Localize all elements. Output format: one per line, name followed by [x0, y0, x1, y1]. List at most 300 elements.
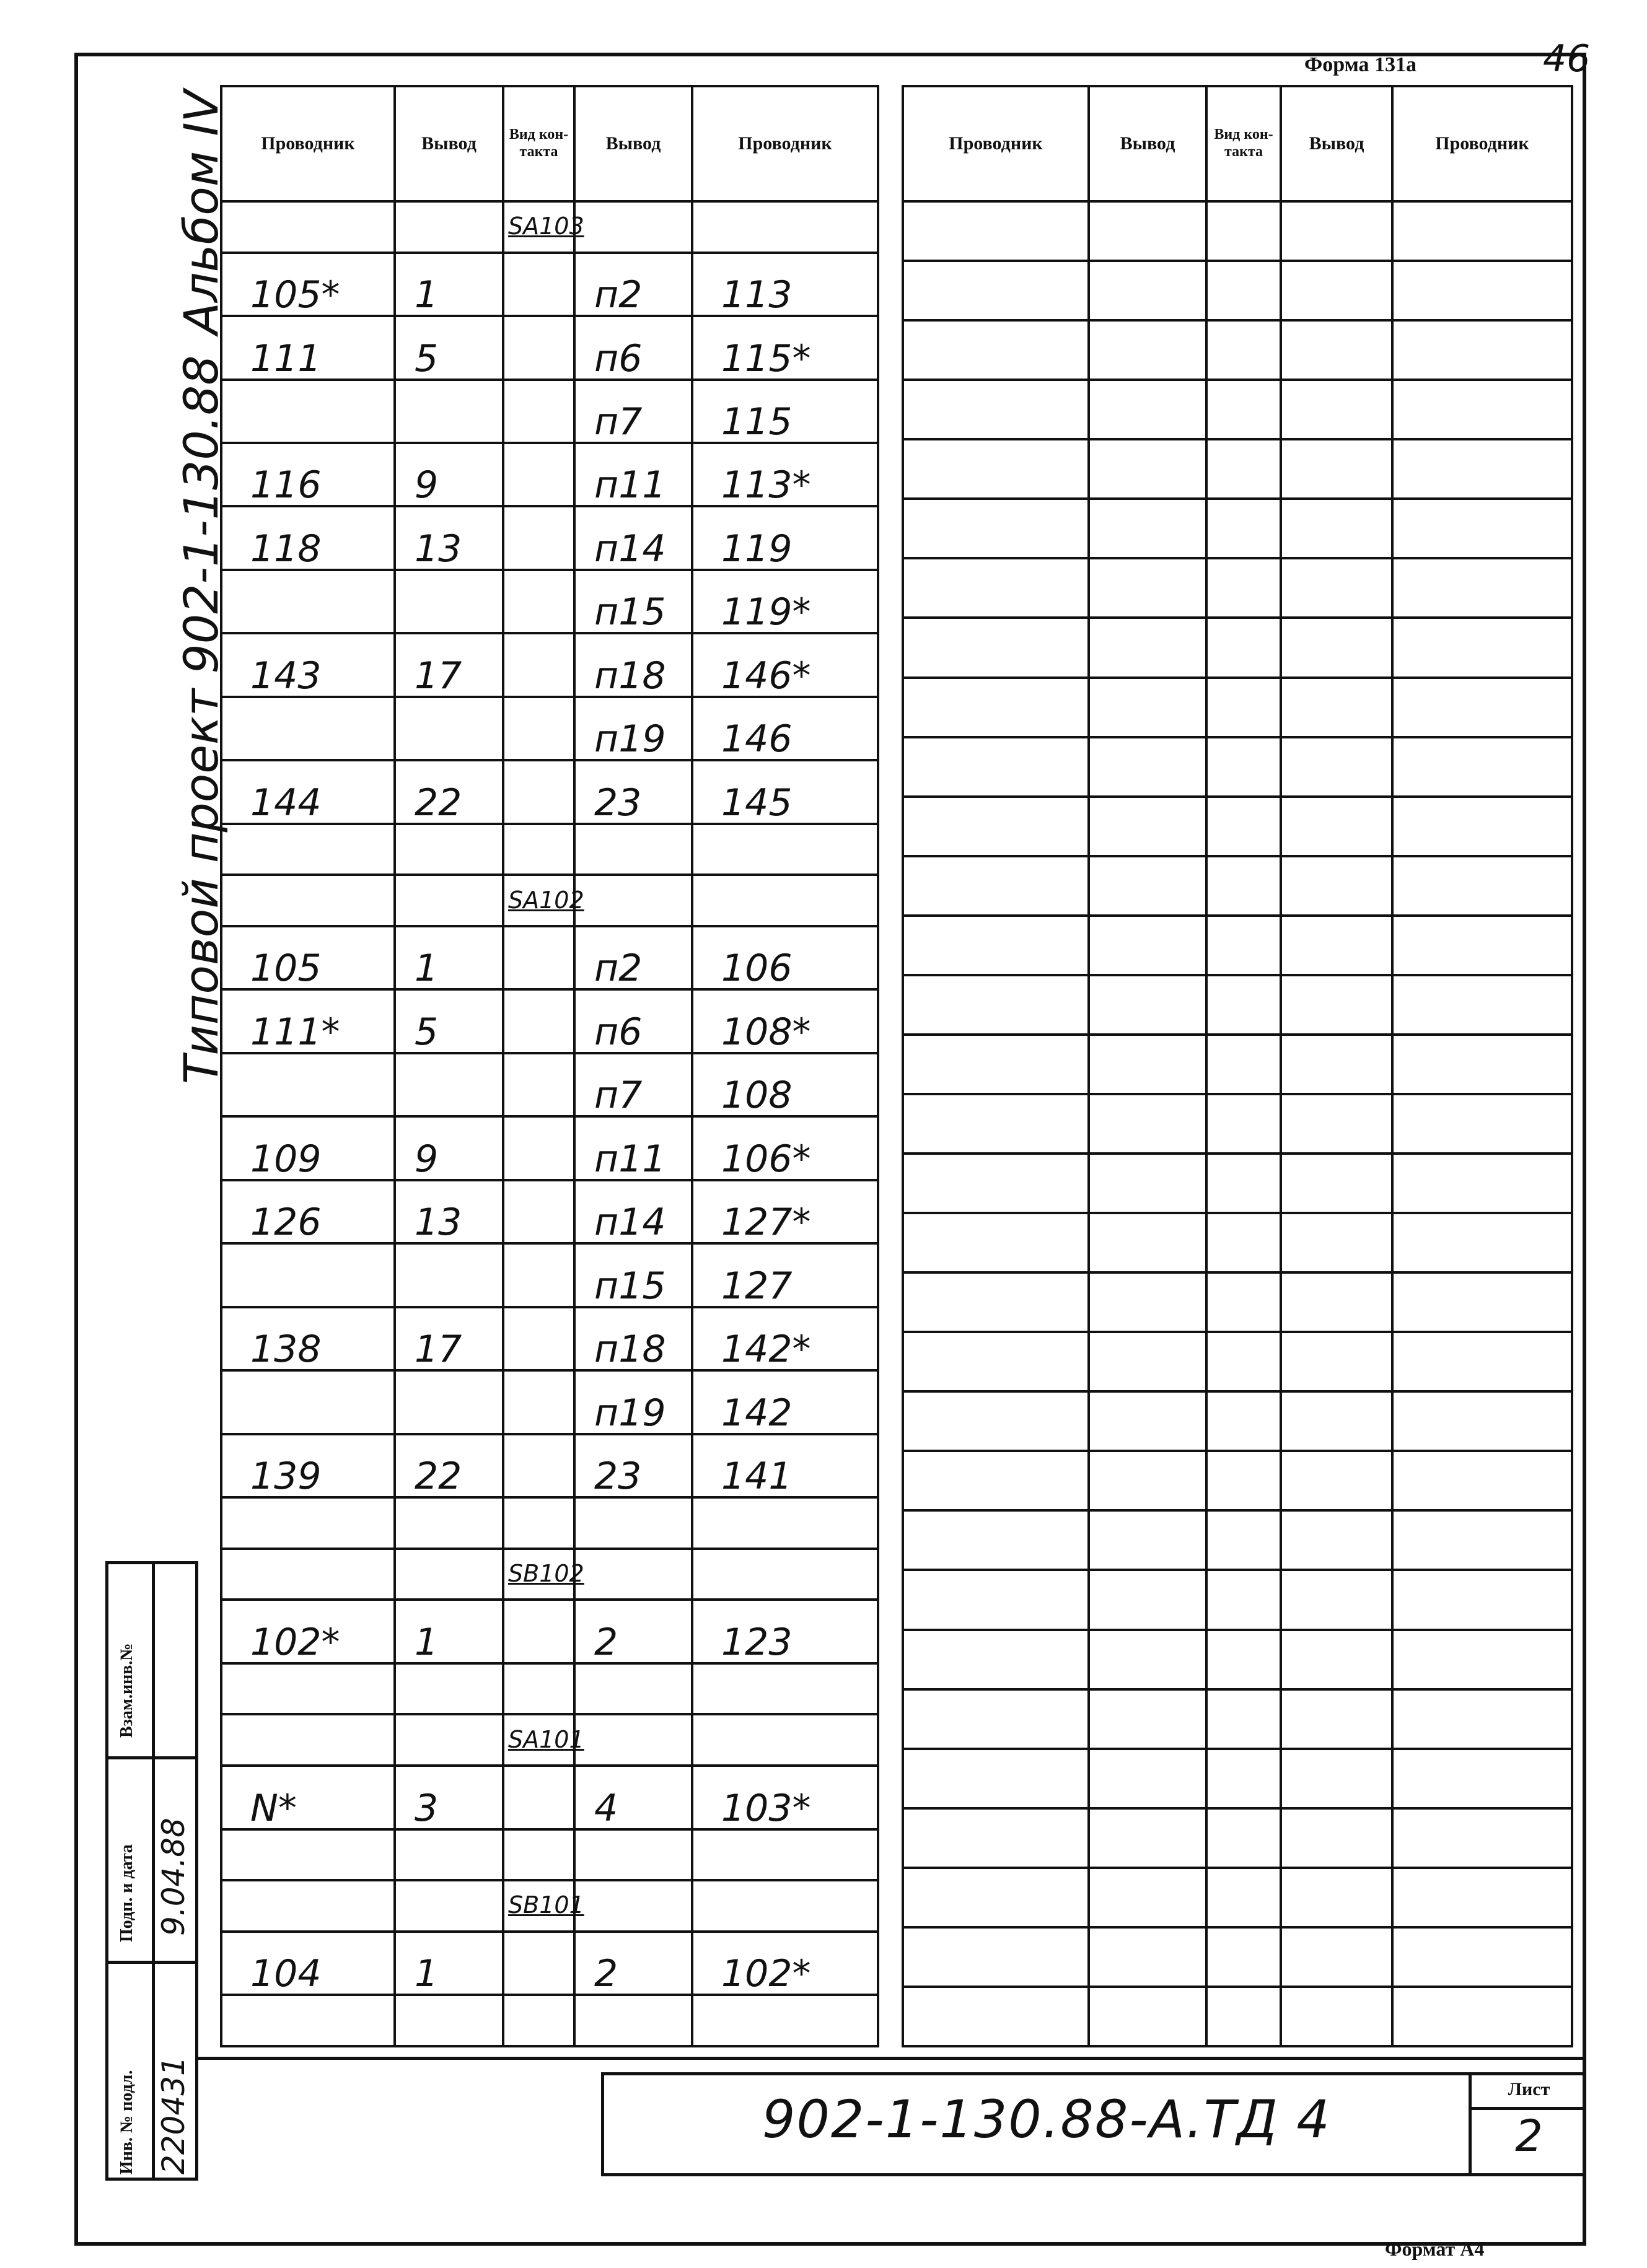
- table-cell: [1281, 856, 1392, 916]
- table-cell: [503, 1663, 574, 1715]
- table-row: [903, 1451, 1572, 1510]
- table-cell: [692, 1497, 878, 1549]
- table-cell: [503, 824, 574, 875]
- table-cell: [903, 916, 1089, 975]
- table-cell: 111*: [221, 989, 395, 1053]
- table-cell: [395, 1549, 503, 1600]
- table-cell: 17: [395, 1307, 503, 1370]
- table-cell: 113: [692, 253, 878, 316]
- table-cell: [395, 1829, 503, 1881]
- table-cell: [1392, 1510, 1572, 1570]
- table-cell: п15: [574, 1243, 692, 1307]
- table-cell: [503, 1497, 574, 1549]
- table-row: [221, 1497, 878, 1549]
- table-row: [221, 824, 878, 875]
- column-header: Вид кон- такта: [503, 86, 574, 201]
- table-cell: 1: [395, 1932, 503, 1995]
- device-label: SB101: [508, 1891, 584, 1919]
- table-cell: [503, 1714, 584, 1766]
- table-cell: [395, 1497, 503, 1549]
- table-cell: [1089, 201, 1206, 261]
- table-cell: [503, 1995, 574, 2046]
- table-cell: [1089, 1689, 1206, 1749]
- table-cell: [1392, 856, 1572, 916]
- table-row: [221, 1243, 878, 1307]
- table-cell: [1089, 1154, 1206, 1213]
- table-row: [903, 975, 1572, 1035]
- table-cell: п19: [574, 1370, 692, 1434]
- table-cell: 102*: [221, 1600, 395, 1663]
- left-connection-table: [220, 85, 879, 2047]
- table-cell: [1206, 797, 1281, 856]
- table-cell: [1281, 201, 1392, 261]
- table-cell: [503, 380, 574, 443]
- table-cell: 139: [221, 1434, 395, 1497]
- table-cell: [503, 1932, 574, 1995]
- table-cell: [1089, 916, 1206, 975]
- table-cell: [1392, 380, 1572, 439]
- table-cell: [503, 926, 574, 989]
- table-cell: [221, 1714, 395, 1766]
- table-cell: [692, 1663, 878, 1715]
- table-cell: [1089, 1451, 1206, 1510]
- table-row: [903, 737, 1572, 797]
- table-cell: [1281, 1035, 1392, 1094]
- table-cell: [1281, 1510, 1392, 1570]
- table-cell: [1281, 1749, 1392, 1808]
- table-cell: 102*: [692, 1932, 878, 1995]
- table-cell: [1392, 1272, 1572, 1332]
- table-cell: 146: [692, 697, 878, 760]
- table-cell: [692, 1549, 878, 1600]
- table-cell: [221, 1829, 395, 1881]
- table-cell: [1089, 558, 1206, 618]
- table-cell: 126: [221, 1180, 395, 1243]
- table-cell: [503, 989, 574, 1053]
- table-cell: [221, 1995, 395, 2046]
- table-cell: [1281, 1094, 1392, 1154]
- column-header: Проводник: [903, 86, 1089, 201]
- table-cell: [1281, 499, 1392, 558]
- table-cell: 17: [395, 633, 503, 696]
- table-cell: [395, 1880, 503, 1932]
- table-row: [221, 1549, 878, 1600]
- table-cell: 141: [692, 1434, 878, 1497]
- table-cell: 22: [395, 760, 503, 823]
- table-row: [903, 856, 1572, 916]
- table-cell: 118: [221, 506, 395, 569]
- table-cell: [1392, 1094, 1572, 1154]
- table-cell: [221, 1053, 395, 1116]
- table-row: [221, 253, 878, 316]
- table-cell: 115*: [692, 316, 878, 379]
- table-row: [221, 989, 878, 1053]
- table-cell: [503, 1243, 574, 1307]
- table-cell: [1392, 1570, 1572, 1629]
- column-header: Вид кон- такта: [1206, 86, 1281, 201]
- table-cell: [1281, 737, 1392, 797]
- table-row: [903, 201, 1572, 261]
- table-cell: 1: [395, 926, 503, 989]
- table-cell: п2: [574, 253, 692, 316]
- table-cell: [1392, 618, 1572, 677]
- table-cell: [221, 570, 395, 633]
- table-cell: [1281, 558, 1392, 618]
- table-row: [221, 760, 878, 823]
- table-cell: [903, 1391, 1089, 1451]
- table-cell: [1206, 975, 1281, 1035]
- podp-date-label: Подп. и дата: [117, 1844, 136, 1942]
- table-row: [221, 1434, 878, 1497]
- table-cell: [1206, 1154, 1281, 1213]
- table-cell: [1206, 1035, 1281, 1094]
- table-cell: [221, 1370, 395, 1434]
- table-cell: 9: [395, 1116, 503, 1180]
- table-cell: [503, 570, 574, 633]
- table-cell: [221, 875, 395, 926]
- table-cell: [1206, 1689, 1281, 1749]
- table-cell: п11: [574, 1116, 692, 1180]
- table-cell: [1206, 737, 1281, 797]
- table-cell: 1: [395, 253, 503, 316]
- table-cell: [903, 1570, 1089, 1629]
- table-cell: [1089, 320, 1206, 380]
- table-cell: [1281, 380, 1392, 439]
- table-cell: п14: [574, 506, 692, 569]
- table-cell: [1089, 1213, 1206, 1272]
- table-cell: [574, 1497, 692, 1549]
- table-row: [221, 1829, 878, 1881]
- vzam-inv-label: Взам.инв.№: [117, 1643, 136, 1738]
- table-cell: 127*: [692, 1180, 878, 1243]
- table-cell: [1281, 1630, 1392, 1689]
- table-cell: 108: [692, 1053, 878, 1116]
- table-cell: [503, 1829, 574, 1881]
- table-cell: [1392, 1749, 1572, 1808]
- table-row: [221, 633, 878, 696]
- table-cell: [1206, 380, 1281, 439]
- table-row: [221, 570, 878, 633]
- table-cell: 2: [574, 1932, 692, 1995]
- table-cell: 127: [692, 1243, 878, 1307]
- table-row: [221, 1714, 878, 1766]
- table-cell: [395, 1995, 503, 2046]
- table-cell: 9: [395, 443, 503, 506]
- table-cell: [221, 1243, 395, 1307]
- table-cell: [503, 1766, 574, 1829]
- table-cell: [903, 1749, 1089, 1808]
- table-cell: [503, 506, 574, 569]
- device-label: SB102: [508, 1560, 584, 1588]
- table-cell: [903, 1272, 1089, 1332]
- table-cell: п6: [574, 316, 692, 379]
- table-cell: [1206, 1630, 1281, 1689]
- table-cell: [1281, 1868, 1392, 1927]
- table-cell: [1089, 737, 1206, 797]
- table-cell: п18: [574, 633, 692, 696]
- table-cell: [503, 1180, 574, 1243]
- table-cell: [574, 1663, 692, 1715]
- table-cell: 3: [395, 1766, 503, 1829]
- table-cell: 5: [395, 316, 503, 379]
- table-cell: [1206, 1570, 1281, 1629]
- table-cell: [574, 1880, 692, 1932]
- column-header: Вывод: [1281, 86, 1392, 201]
- table-row: [903, 678, 1572, 737]
- table-cell: [1089, 1035, 1206, 1094]
- table-cell: [1089, 439, 1206, 499]
- table-cell: [574, 875, 692, 926]
- table-cell: 13: [395, 506, 503, 569]
- table-cell: N*: [221, 1766, 395, 1829]
- album-label: Альбом IV: [173, 90, 229, 335]
- table-cell: 104: [221, 1932, 395, 1995]
- table-cell: 119: [692, 506, 878, 569]
- table-row: [221, 697, 878, 760]
- table-cell: п11: [574, 443, 692, 506]
- table-cell: [1392, 1987, 1572, 2046]
- table-cell: [574, 1549, 692, 1600]
- table-cell: [221, 1663, 395, 1715]
- table-cell: 103*: [692, 1766, 878, 1829]
- table-cell: п6: [574, 989, 692, 1053]
- table-cell: [395, 380, 503, 443]
- table-cell: [503, 697, 574, 760]
- table-cell: [1206, 1510, 1281, 1570]
- table-cell: п15: [574, 570, 692, 633]
- table-cell: [903, 1154, 1089, 1213]
- table-cell: [1206, 1927, 1281, 1987]
- table-cell: [574, 201, 692, 253]
- table-row: [903, 1927, 1572, 1987]
- table-row: [903, 1035, 1572, 1094]
- table-cell: [1206, 499, 1281, 558]
- table-cell: 105*: [221, 253, 395, 316]
- table-cell: 113*: [692, 443, 878, 506]
- table-cell: [503, 1600, 574, 1663]
- table-cell: [1281, 1272, 1392, 1332]
- table-cell: [1281, 1689, 1392, 1749]
- table-cell: [1392, 320, 1572, 380]
- table-cell: [221, 1880, 395, 1932]
- inv-podl-value: 220431: [156, 2056, 191, 2174]
- table-row: [221, 1307, 878, 1370]
- table-row: [903, 1689, 1572, 1749]
- table-cell: 106*: [692, 1116, 878, 1180]
- table-cell: [1206, 856, 1281, 916]
- table-cell: 142: [692, 1370, 878, 1434]
- table-cell: [692, 1995, 878, 2046]
- table-cell: [903, 1451, 1089, 1510]
- table-cell: [1206, 1987, 1281, 2046]
- table-cell: [1281, 618, 1392, 677]
- table-row: [903, 499, 1572, 558]
- table-cell: [1392, 1630, 1572, 1689]
- table-cell: [395, 824, 503, 875]
- table-cell: [503, 1549, 584, 1600]
- table-cell: 23: [574, 760, 692, 823]
- table-cell: [1281, 797, 1392, 856]
- table-cell: [1089, 1927, 1206, 1987]
- table-cell: [503, 1307, 574, 1370]
- table-cell: [903, 1213, 1089, 1272]
- table-cell: [1392, 1391, 1572, 1451]
- table-cell: [1089, 618, 1206, 677]
- table-cell: [692, 1829, 878, 1881]
- table-cell: [1392, 439, 1572, 499]
- inv-podl-label: Инв. № подл.: [117, 2070, 136, 2174]
- table-cell: [1206, 201, 1281, 261]
- table-row: [221, 1370, 878, 1434]
- table-row: [903, 1570, 1572, 1629]
- sheet-number: 46: [1543, 37, 1591, 81]
- table-row: [903, 1808, 1572, 1868]
- table-row: [221, 1995, 878, 2046]
- table-row: [221, 875, 878, 926]
- table-cell: 145: [692, 760, 878, 823]
- table-cell: 111: [221, 316, 395, 379]
- table-row: [903, 1749, 1572, 1808]
- table-cell: [903, 1332, 1089, 1391]
- table-cell: [503, 201, 584, 253]
- table-cell: [1392, 1808, 1572, 1868]
- table-cell: 4: [574, 1766, 692, 1829]
- table-cell: [903, 1808, 1089, 1868]
- table-cell: [1392, 261, 1572, 320]
- table-cell: [1392, 1927, 1572, 1987]
- table-cell: [1089, 1630, 1206, 1689]
- table-cell: [395, 697, 503, 760]
- table-cell: [395, 570, 503, 633]
- table-cell: 23: [574, 1434, 692, 1497]
- table-cell: [221, 1549, 395, 1600]
- table-cell: [1089, 380, 1206, 439]
- table-cell: [1206, 439, 1281, 499]
- table-cell: [1206, 916, 1281, 975]
- format-label: Формат А4: [1385, 2238, 1485, 2260]
- column-header: Проводник: [692, 86, 878, 201]
- table-row: [221, 316, 878, 379]
- sheet-value: 2: [1515, 2111, 1543, 2161]
- table-row: [903, 797, 1572, 856]
- table-cell: [221, 697, 395, 760]
- table-cell: [221, 380, 395, 443]
- table-cell: [1392, 975, 1572, 1035]
- table-row: [221, 1663, 878, 1715]
- table-row: [221, 380, 878, 443]
- table-cell: [903, 261, 1089, 320]
- table-cell: [903, 678, 1089, 737]
- table-cell: [903, 1927, 1089, 1987]
- table-cell: [1206, 1094, 1281, 1154]
- table-row: [221, 1880, 878, 1932]
- table-cell: [692, 875, 878, 926]
- table-cell: 116: [221, 443, 395, 506]
- column-header: Проводник: [221, 86, 395, 201]
- table-row: [903, 1272, 1572, 1332]
- table-cell: [1281, 439, 1392, 499]
- table-cell: [903, 797, 1089, 856]
- table-cell: 108*: [692, 989, 878, 1053]
- table-cell: [574, 824, 692, 875]
- table-cell: [395, 201, 503, 253]
- table-cell: [395, 1243, 503, 1307]
- table-row: [221, 201, 878, 253]
- table-cell: 146*: [692, 633, 878, 696]
- table-cell: [1392, 1451, 1572, 1510]
- table-cell: [1392, 1154, 1572, 1213]
- table-cell: [1392, 1689, 1572, 1749]
- table-cell: [903, 1868, 1089, 1927]
- table-cell: [1089, 678, 1206, 737]
- column-header: Вывод: [1089, 86, 1206, 201]
- table-row: [903, 380, 1572, 439]
- table-cell: 105: [221, 926, 395, 989]
- table-cell: [692, 201, 878, 253]
- table-row: [903, 1391, 1572, 1451]
- table-row: [221, 1053, 878, 1116]
- table-row: [903, 1630, 1572, 1689]
- table-cell: [903, 975, 1089, 1035]
- table-cell: п7: [574, 380, 692, 443]
- table-row: [221, 926, 878, 989]
- column-header: Вывод: [574, 86, 692, 201]
- table-cell: [503, 1434, 574, 1497]
- table-cell: [1089, 1272, 1206, 1332]
- table-cell: [1281, 975, 1392, 1035]
- table-row: [903, 1332, 1572, 1391]
- table-cell: [1281, 916, 1392, 975]
- approval-stamp-column: [105, 1561, 198, 2181]
- table-row: [221, 1116, 878, 1180]
- table-cell: [1089, 856, 1206, 916]
- table-row: [903, 261, 1572, 320]
- project-label: Типовой проект 902-1-130.88: [173, 355, 229, 1084]
- table-cell: [692, 1880, 878, 1932]
- table-cell: [903, 439, 1089, 499]
- table-row: [221, 1932, 878, 1995]
- table-cell: [1206, 1749, 1281, 1808]
- table-cell: [1206, 1272, 1281, 1332]
- table-cell: [1392, 737, 1572, 797]
- table-cell: [903, 1987, 1089, 2046]
- column-header: Проводник: [1392, 86, 1572, 201]
- table-cell: [1089, 1391, 1206, 1451]
- table-cell: [503, 253, 574, 316]
- table-cell: [903, 1510, 1089, 1570]
- table-cell: [903, 1630, 1089, 1689]
- table-cell: [503, 1116, 574, 1180]
- table-cell: [1392, 558, 1572, 618]
- table-cell: п2: [574, 926, 692, 989]
- table-cell: п18: [574, 1307, 692, 1370]
- table-cell: 123: [692, 1600, 878, 1663]
- table-cell: [1206, 1213, 1281, 1272]
- table-cell: [1206, 1391, 1281, 1451]
- table-cell: [395, 1663, 503, 1715]
- table-cell: [1281, 1927, 1392, 1987]
- table-cell: [903, 1094, 1089, 1154]
- table-cell: [1281, 1154, 1392, 1213]
- table-cell: [903, 558, 1089, 618]
- table-cell: [1089, 797, 1206, 856]
- table-cell: [1281, 1808, 1392, 1868]
- table-cell: 119*: [692, 570, 878, 633]
- left-table-body: [221, 201, 878, 2046]
- device-label: SA101: [508, 1725, 584, 1753]
- table-cell: [574, 1995, 692, 2046]
- table-cell: [903, 737, 1089, 797]
